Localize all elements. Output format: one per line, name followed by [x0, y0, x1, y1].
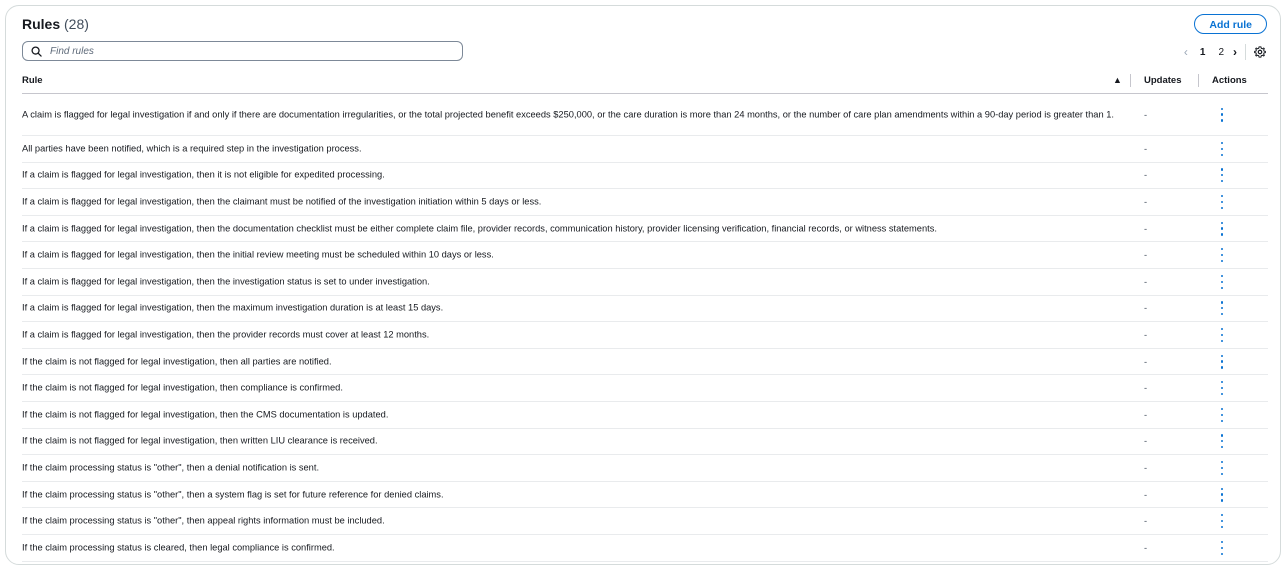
kebab-menu-icon[interactable]	[1218, 434, 1226, 448]
updates-value: -	[1144, 223, 1148, 234]
menu-dot	[1221, 254, 1223, 256]
rule-text: If a claim is flagged for legal investigation, then the maximum investigation duration is at least 15 days.	[22, 302, 444, 313]
menu-dot	[1221, 355, 1223, 357]
kebab-menu-icon[interactable]	[1218, 461, 1226, 475]
rule-text: If the claim processing status is "other", then appeal rights information must be included.	[22, 515, 385, 526]
search-icon	[31, 46, 42, 57]
menu-dot	[1221, 168, 1223, 170]
menu-dot	[1221, 547, 1223, 549]
menu-dot	[1221, 340, 1223, 342]
menu-dot	[1221, 154, 1223, 156]
updates-value: -	[1144, 516, 1148, 527]
kebab-menu-icon[interactable]	[1218, 355, 1226, 369]
updates-value: -	[1144, 356, 1148, 367]
menu-dot	[1221, 142, 1223, 144]
menu-dot	[1221, 360, 1223, 362]
column-divider[interactable]	[1130, 74, 1131, 87]
previous-page-button[interactable]: ‹	[1183, 45, 1188, 59]
menu-dot	[1221, 414, 1223, 416]
table-row	[22, 455, 1268, 482]
table-row	[22, 189, 1268, 216]
menu-dot	[1221, 514, 1223, 516]
updates-value: -	[1144, 196, 1148, 207]
kebab-menu-icon[interactable]	[1218, 488, 1226, 502]
menu-dot	[1221, 195, 1223, 197]
column-header-actions: Actions	[1212, 75, 1247, 86]
menu-dot	[1221, 381, 1223, 383]
menu-dot	[1221, 148, 1223, 150]
rule-text: If a claim is flagged for legal investigation, then the documentation checklist must be either complete claim file, provider records, communication history, provider licensing verification, financial records, or witness statements.	[22, 223, 937, 234]
table-row	[22, 163, 1268, 190]
sort-ascending-icon[interactable]: ▲	[1113, 75, 1122, 85]
table-row	[22, 242, 1268, 269]
pagination	[1184, 44, 1266, 60]
rule-text: If the claim is not flagged for legal investigation, then written LIU clearance is received.	[22, 435, 378, 446]
table-row	[22, 535, 1268, 562]
table-row	[22, 402, 1268, 429]
column-header-rule[interactable]: Rule	[22, 75, 43, 86]
menu-dot	[1221, 248, 1223, 250]
menu-dot	[1221, 307, 1223, 309]
menu-dot	[1221, 275, 1223, 277]
table-row	[22, 482, 1268, 509]
kebab-menu-icon[interactable]	[1218, 275, 1226, 289]
rule-text: If a claim is flagged for legal investigation, then the initial review meeting must be scheduled within 10 days or less.	[22, 249, 494, 260]
menu-dot	[1221, 113, 1223, 115]
menu-dot	[1221, 488, 1223, 490]
table-row	[22, 375, 1268, 402]
kebab-menu-icon[interactable]	[1218, 301, 1226, 315]
menu-dot	[1221, 287, 1223, 289]
menu-dot	[1221, 446, 1223, 448]
updates-value: -	[1144, 489, 1148, 500]
table-row	[22, 216, 1268, 243]
rule-text: If a claim is flagged for legal investigation, then the investigation status is set to under investigation.	[22, 276, 430, 287]
updates-value: -	[1144, 250, 1148, 261]
table-row	[22, 94, 1268, 136]
menu-dot	[1221, 222, 1223, 224]
menu-dot	[1221, 301, 1223, 303]
menu-dot	[1221, 493, 1223, 495]
table-row	[22, 322, 1268, 349]
table-row	[22, 136, 1268, 163]
kebab-menu-icon[interactable]	[1218, 142, 1226, 156]
rule-text: A claim is flagged for legal investigation if and only if there are documentation irregularities, or the total projected benefit exceeds $250,000, or the care duration is more than 24 months, or the number of care plan amendments within a 90-day period is greater than 1.	[22, 109, 1114, 119]
search-input[interactable]	[48, 45, 432, 58]
table-header	[22, 71, 1268, 94]
kebab-menu-icon[interactable]	[1218, 514, 1226, 528]
rule-text: If the claim processing status is "other", then a denial notification is sent.	[22, 462, 320, 473]
rule-text: If a claim is flagged for legal investigation, then it is not eligible for expedited processing.	[22, 169, 385, 180]
next-page-button[interactable]: ›	[1233, 45, 1237, 59]
kebab-menu-icon[interactable]	[1218, 195, 1226, 209]
table-row	[22, 508, 1268, 535]
pagination-divider	[1245, 44, 1246, 60]
menu-dot	[1221, 174, 1223, 176]
menu-dot	[1221, 420, 1223, 422]
updates-value: -	[1144, 109, 1148, 120]
kebab-menu-icon[interactable]	[1218, 248, 1226, 262]
menu-dot	[1221, 207, 1223, 209]
menu-dot	[1221, 541, 1223, 543]
menu-dot	[1221, 499, 1223, 501]
updates-value: -	[1144, 170, 1148, 181]
rules-panel	[5, 5, 1281, 565]
updates-value: -	[1144, 542, 1148, 553]
updates-value: -	[1144, 276, 1148, 287]
table-row	[22, 269, 1268, 296]
kebab-menu-icon[interactable]	[1218, 222, 1226, 236]
rule-text: If the claim is not flagged for legal investigation, then the CMS documentation is updated.	[22, 409, 389, 420]
menu-dot	[1221, 108, 1223, 110]
menu-dot	[1221, 366, 1223, 368]
menu-dot	[1221, 467, 1223, 469]
menu-dot	[1221, 334, 1223, 336]
rule-text: If a claim is flagged for legal investigation, then the claimant must be notified of the investigation initiation within 5 days or less.	[22, 196, 542, 207]
updates-value: -	[1144, 329, 1148, 340]
table-row	[22, 296, 1268, 323]
menu-dot	[1221, 227, 1223, 229]
updates-value: -	[1144, 436, 1148, 447]
add-rule-button[interactable]: Add rule	[1194, 14, 1267, 34]
menu-dot	[1221, 461, 1223, 463]
kebab-menu-icon[interactable]	[1218, 381, 1226, 395]
updates-value: -	[1144, 303, 1148, 314]
kebab-menu-icon[interactable]	[1218, 541, 1226, 555]
kebab-menu-icon[interactable]	[1218, 108, 1226, 122]
rule-text: All parties have been notified, which is a required step in the investigation process.	[22, 143, 362, 154]
menu-dot	[1221, 526, 1223, 528]
rule-text: If the claim is not flagged for legal investigation, then all parties are notified.	[22, 356, 332, 367]
rule-text: If the claim is not flagged for legal investigation, then compliance is confirmed.	[22, 382, 343, 393]
menu-dot	[1221, 180, 1223, 182]
rules-table-body	[22, 94, 1268, 562]
updates-value: -	[1144, 462, 1148, 473]
menu-dot	[1221, 393, 1223, 395]
search-field[interactable]	[22, 41, 463, 61]
updates-value: -	[1144, 409, 1148, 420]
page-2-button[interactable]: 2	[1218, 46, 1224, 58]
page-title	[22, 16, 89, 32]
rule-text: If a claim is flagged for legal investigation, then the provider records must cover at least 12 months.	[22, 329, 430, 340]
updates-value: -	[1144, 143, 1148, 154]
menu-dot	[1221, 233, 1223, 235]
table-row	[22, 349, 1268, 376]
rule-text: If the claim processing status is cleared, then legal compliance is confirmed.	[22, 542, 335, 553]
kebab-menu-icon[interactable]	[1218, 168, 1226, 182]
menu-dot	[1221, 119, 1223, 121]
kebab-menu-icon[interactable]	[1218, 408, 1226, 422]
menu-dot	[1221, 408, 1223, 410]
title-text: Rules	[22, 16, 61, 32]
updates-value: -	[1144, 383, 1148, 394]
column-divider[interactable]	[1198, 74, 1199, 87]
menu-dot	[1221, 387, 1223, 389]
menu-dot	[1221, 473, 1223, 475]
gear-icon	[1254, 46, 1266, 58]
menu-dot	[1221, 440, 1223, 442]
menu-dot	[1221, 434, 1223, 436]
menu-dot	[1221, 553, 1223, 555]
menu-dot	[1221, 520, 1223, 522]
page-1-button[interactable]: 1	[1199, 46, 1206, 58]
menu-dot	[1221, 281, 1223, 283]
menu-dot	[1221, 201, 1223, 203]
rule-count: (28)	[64, 16, 89, 32]
preferences-button[interactable]	[1254, 46, 1266, 58]
menu-dot	[1221, 260, 1223, 262]
menu-dot	[1221, 328, 1223, 330]
kebab-menu-icon[interactable]	[1218, 328, 1226, 342]
menu-dot	[1221, 313, 1223, 315]
column-header-updates[interactable]: Updates	[1144, 75, 1182, 86]
table-row	[22, 429, 1268, 456]
rule-text: If the claim processing status is "other", then a system flag is set for future reference for denied claims.	[22, 489, 444, 500]
